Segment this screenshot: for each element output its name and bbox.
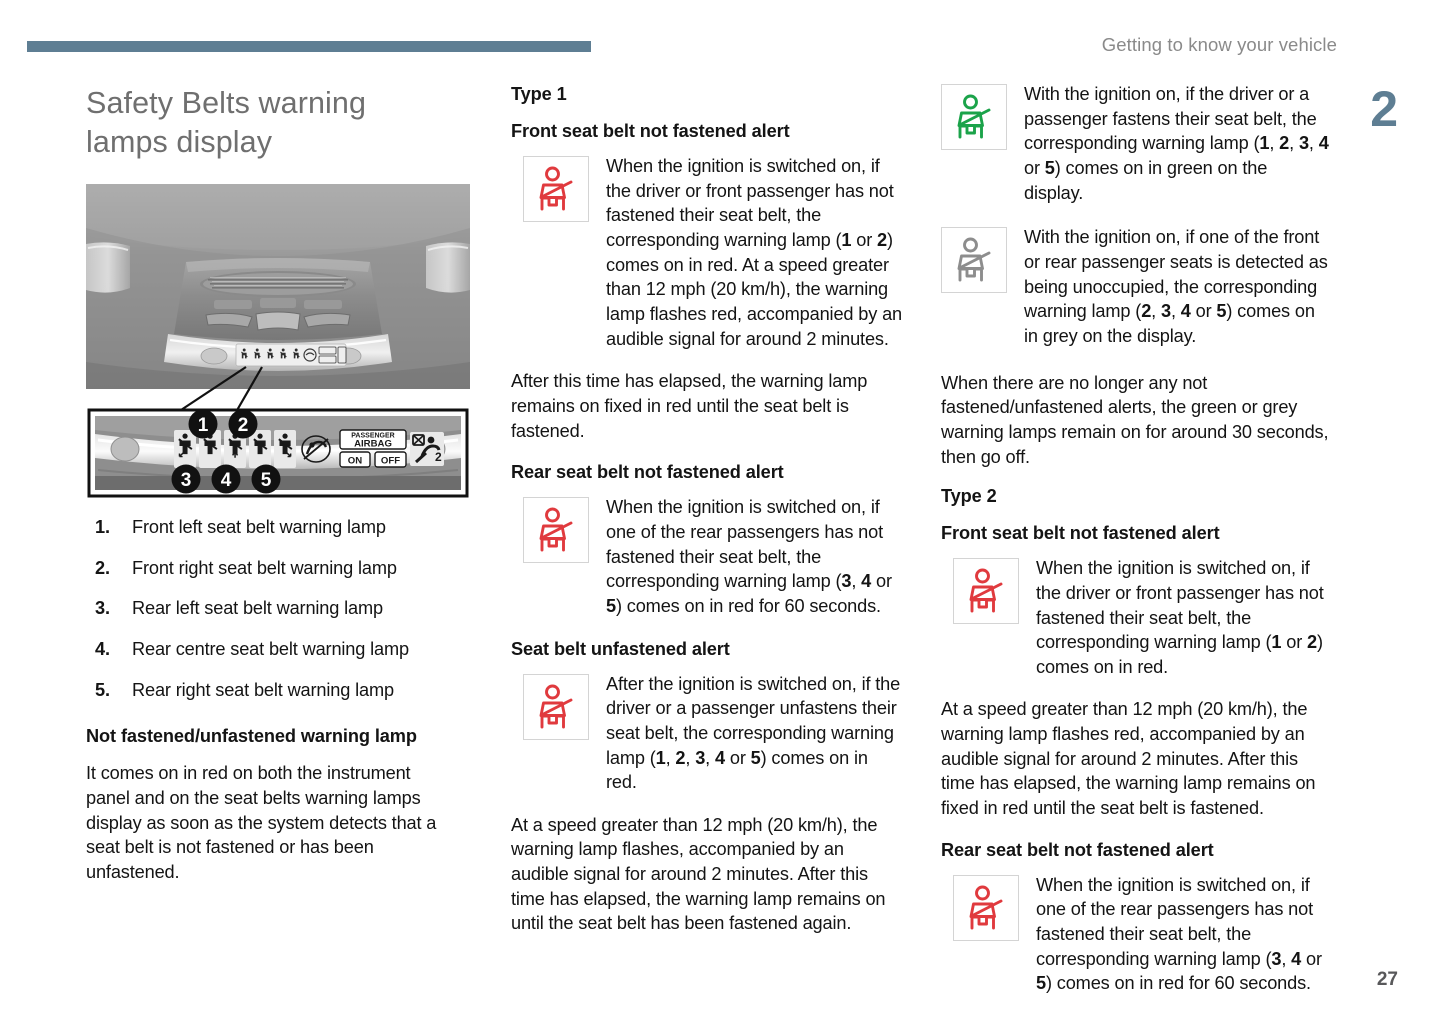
svg-text:2: 2 [435,450,442,465]
console-detail-box [89,410,467,497]
list-item [86,638,441,662]
page-title: Safety Belts warning lamps display [86,86,367,160]
alert-text-seat-belt-unfastened: After the ignition is switched on, if the driver or a passenger unfastens their seat belt, the corresponding warning lamp (1, 2, 3, 4 or 5) comes on in red. [606,673,901,793]
heading-rear-seat-belt-not-fastened-alert: Rear seat belt not fastened alert [511,462,784,483]
chapter-number: 2 [1370,81,1398,137]
svg-text:PASSENGER: PASSENGER [351,432,395,440]
svg-text:1: 1 [197,415,209,437]
heading-type-1: Type 1 [511,84,567,104]
console-photo [86,184,470,389]
right-column [941,84,1331,1014]
alert-text-unoccupied-grey: With the ignition on, if one of the front or rear passenger seats is detected as being unoccupied, the corresponding warning lamp (2, 3, 4 or 5) comes on in grey on the display. [1024,227,1328,346]
list-item-number: 1. [95,517,110,538]
heading-front-seat-belt-not-fastened-alert-type2: Front seat belt not fastened alert [941,523,1220,544]
paragraph-after-time-elapsed: After this time has elapsed, the warning lamp remains on fixed in red until the seat belt is fastened. [511,371,868,441]
alert-text-front-not-fastened-type2: When the ignition is switched on, if the driver or front passenger has not fastened their seat belt, the corresponding warning lamp (1 or 2) comes on in red. [1036,558,1324,677]
seat-belt-unoccupied-icon-grey [941,227,1007,293]
heading-seat-belt-unfastened-alert: Seat belt unfastened alert [511,638,730,659]
seat-belt-not-fastened-icon-red [953,875,1019,941]
list-item [86,597,441,621]
alert-text-front-not-fastened: When the ignition is switched on, if the driver or front passenger has not fastened their seat belt, the corresponding warning lamp (1 or 2) comes on in red. At a speed greater than 12 mph (20 km/h), the warning lamp flashes red, accompanied by an audible signal for around 2 minutes. [606,156,903,349]
svg-text:4: 4 [220,470,232,492]
list-item-label: Rear centre seat belt warning lamp [132,639,409,660]
alert-block-front-not-fastened [523,156,903,351]
paragraph-speed-alert-type2: At a speed greater than 12 mph (20 km/h), the warning lamp flashes red, accompanied by an audible signal for around 2 minutes. After this time has elapsed, the warning lamp remains on fixed in red until the seat belt is fastened. [941,699,1316,819]
overhead-console-figure [86,184,470,499]
svg-text:2: 2 [237,415,249,437]
list-item [86,679,441,703]
heading-not-fastened-warning-lamp: Not fastened/unfastened warning lamp [86,726,417,747]
alert-block-seat-belt-unfastened [523,674,903,795]
alert-block-unoccupied-grey [941,227,1331,348]
seat-belt-not-fastened-icon-red [523,497,589,563]
chapter-title: Getting to know your vehicle [1101,34,1337,55]
alert-text-rear-not-fastened: When the ignition is switched on, if one of the rear passengers has not fastened their seat belt, the corresponding warning lamp (3, 4 or 5) comes on in red for 60 seconds. [606,497,892,616]
svg-text:OFF: OFF [380,455,401,467]
alert-block-rear-not-fastened [523,497,903,618]
paragraph-no-longer-alerts: When there are no longer any not fastened/unfastened alerts, the green or grey warning lamps remain on for around 30 seconds, then go off. [941,372,1329,467]
heading-rear-seat-belt-not-fastened-alert-type2: Rear seat belt not fastened alert [941,839,1214,860]
seat-belt-fastened-icon-green [941,84,1007,150]
left-column [86,84,441,885]
warning-lamp-legend-list [86,516,441,702]
list-item-number: 2. [95,557,110,578]
list-item-label: Front right seat belt warning lamp [132,557,397,578]
seat-belt-not-fastened-icon-red [953,558,1019,624]
alert-block-fastened-green [941,84,1331,205]
list-item-number: 3. [95,598,110,619]
list-item-label: Rear right seat belt warning lamp [132,679,394,700]
heading-front-seat-belt-not-fastened-alert: Front seat belt not fastened alert [511,121,790,141]
airbag-off-symbol [410,432,444,466]
page-number: 27 [1376,969,1398,990]
seat-belt-not-fastened-icon-red [523,674,589,740]
alert-text-fastened-green: With the ignition on, if the driver or a passenger fastens their seat belt, the corresponding warning lamp (1, 2, 3, 4 or 5) comes on in green on the display. [1024,84,1329,203]
middle-column [511,84,903,936]
paragraph-speed-alert-type1: At a speed greater than 12 mph (20 km/h), the warning lamp flashes, accompanied by an audible signal for around 2 minutes. After this time has elapsed, the warning lamp remains on until the seat belt has been fastened again. [511,814,886,934]
heading-type-2: Type 2 [941,486,997,507]
alert-text-rear-not-fastened-type2: When the ignition is switched on, if one of the rear passengers has not fastened their seat belt, the corresponding warning lamp (3, 4 or 5) comes on in red for 60 seconds. [1036,874,1322,994]
paragraph-not-fastened-warning-lamp: It comes on in red on both the instrument panel and on the seat belts warning lamps display as soon as the system detects that a seat belt is not fastened or has been unfastened. [86,763,437,882]
svg-text:ON: ON [347,455,363,467]
alert-block-front-not-fastened-type2 [953,558,1331,679]
seat-belt-not-fastened-icon-red [523,156,589,222]
svg-text:5: 5 [260,470,272,492]
list-item-label: Rear left seat belt warning lamp [132,598,383,619]
alert-block-rear-not-fastened-type2 [953,875,1331,996]
list-item-number: 4. [95,639,110,660]
header-accent-rule [27,41,591,52]
svg-text:AIRBAG: AIRBAG [354,438,392,450]
list-item-label: Front left seat belt warning lamp [132,517,386,538]
list-item [86,557,441,581]
list-item [86,516,441,540]
svg-text:3: 3 [180,470,192,492]
list-item-number: 5. [95,679,110,700]
